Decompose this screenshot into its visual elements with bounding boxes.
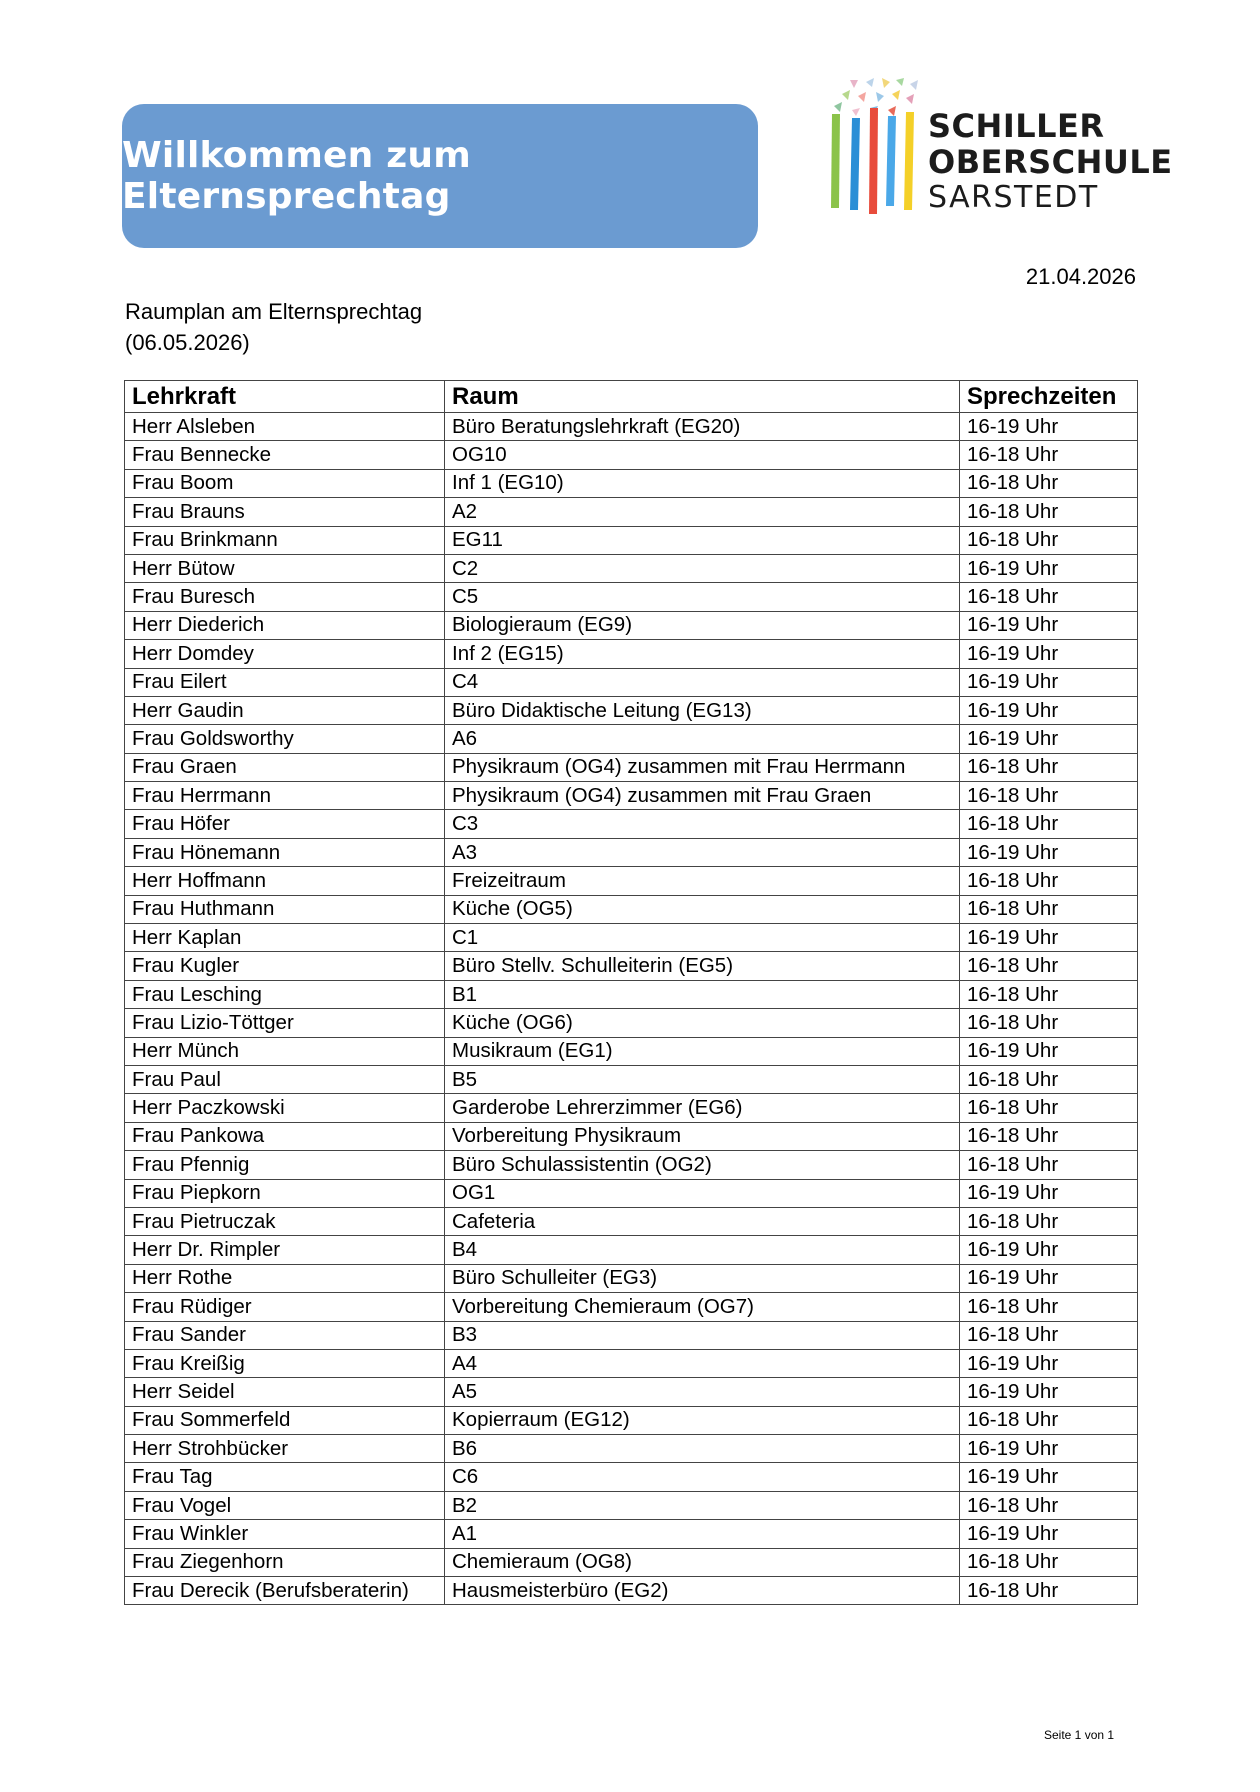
heading-date: (06.05.2026) [125,330,250,355]
column-header-room: Raum [445,381,960,413]
room-cell: B5 [445,1065,960,1093]
table-row [125,838,1138,866]
room-cell: A5 [445,1378,960,1406]
hours-cell: 16-19 Uhr [960,1179,1138,1207]
room-cell: C6 [445,1463,960,1491]
room-cell: Küche (OG5) [445,895,960,923]
hours-cell: 16-18 Uhr [960,1151,1138,1179]
column-header-hours: Sprechzeiten [960,381,1138,413]
school-name-line1: SCHILLER [928,107,1105,145]
teacher-cell: Frau Hönemann [125,838,445,866]
column-header-teacher: Lehrkraft [125,381,445,413]
table-row [125,1037,1138,1065]
teacher-cell: Herr Gaudin [125,696,445,724]
teacher-cell: Frau Brinkmann [125,526,445,554]
table-row [125,1577,1138,1605]
hours-cell: 16-18 Uhr [960,441,1138,469]
hours-cell: 16-19 Uhr [960,1236,1138,1264]
teacher-cell: Frau Rüdiger [125,1293,445,1321]
teacher-cell: Frau Lizio-Töttger [125,1009,445,1037]
table-row [125,526,1138,554]
hours-cell: 16-18 Uhr [960,583,1138,611]
hours-cell: 16-19 Uhr [960,838,1138,866]
teacher-cell: Frau Höfer [125,810,445,838]
table-row [125,583,1138,611]
hours-cell: 16-18 Uhr [960,1406,1138,1434]
hours-cell: 16-18 Uhr [960,1491,1138,1519]
teacher-cell: Frau Sander [125,1321,445,1349]
table-row [125,867,1138,895]
table-row [125,554,1138,582]
table-row [125,810,1138,838]
table-row [125,1151,1138,1179]
teacher-cell: Herr Münch [125,1037,445,1065]
teacher-cell: Frau Lesching [125,980,445,1008]
room-cell: Büro Schulassistentin (OG2) [445,1151,960,1179]
room-cell: Biologieraum (EG9) [445,611,960,639]
teacher-cell: Frau Boom [125,469,445,497]
hours-cell: 16-19 Uhr [960,1520,1138,1548]
table-row [125,1207,1138,1235]
table-row [125,1435,1138,1463]
room-cell: Hausmeisterbüro (EG2) [445,1577,960,1605]
teacher-cell: Herr Diederich [125,611,445,639]
room-cell: B3 [445,1321,960,1349]
hours-cell: 16-19 Uhr [960,640,1138,668]
teacher-cell: Herr Alsleben [125,413,445,441]
room-cell: A3 [445,838,960,866]
teacher-cell: Frau Ziegenhorn [125,1548,445,1576]
page-number: Seite 1 von 1 [1044,1728,1115,1742]
room-cell: Kopierraum (EG12) [445,1406,960,1434]
room-cell: Garderobe Lehrerzimmer (EG6) [445,1094,960,1122]
room-cell: C2 [445,554,960,582]
hours-cell: 16-19 Uhr [960,1037,1138,1065]
room-cell: OG10 [445,441,960,469]
room-cell: Cafeteria [445,1207,960,1235]
table-body [125,413,1138,1605]
room-cell: Inf 1 (EG10) [445,469,960,497]
hours-cell: 16-19 Uhr [960,413,1138,441]
hours-cell: 16-18 Uhr [960,1207,1138,1235]
table-row [125,924,1138,952]
hours-cell: 16-18 Uhr [960,1094,1138,1122]
table-row [125,1349,1138,1377]
table-row [125,1179,1138,1207]
school-name-line3: SARSTEDT [928,180,1099,215]
hours-cell: 16-18 Uhr [960,867,1138,895]
room-cell: C4 [445,668,960,696]
table-row [125,1236,1138,1264]
teacher-cell: Herr Strohbücker [125,1435,445,1463]
hours-cell: 16-18 Uhr [960,952,1138,980]
table-row [125,1406,1138,1434]
table-row [125,469,1138,497]
room-cell: B6 [445,1435,960,1463]
teacher-cell: Herr Dr. Rimpler [125,1236,445,1264]
hours-cell: 16-18 Uhr [960,1548,1138,1576]
hours-cell: 16-18 Uhr [960,1065,1138,1093]
table-row [125,952,1138,980]
room-cell: Vorbereitung Physikraum [445,1122,960,1150]
teacher-cell: Frau Sommerfeld [125,1406,445,1434]
room-cell: Freizeitraum [445,867,960,895]
table-row [125,441,1138,469]
hours-cell: 16-19 Uhr [960,924,1138,952]
table-row [125,1491,1138,1519]
table-row [125,640,1138,668]
table-row [125,1094,1138,1122]
table-row [125,696,1138,724]
room-cell: B1 [445,980,960,1008]
teacher-cell: Frau Huthmann [125,895,445,923]
hours-cell: 16-18 Uhr [960,895,1138,923]
table-row [125,1293,1138,1321]
school-name-line2: OBERSCHULE [928,143,1173,181]
table-header-row [125,381,1138,413]
room-cell: A2 [445,498,960,526]
teacher-cell: Frau Kugler [125,952,445,980]
school-name [928,108,1173,216]
teacher-cell: Herr Rothe [125,1264,445,1292]
table-row [125,753,1138,781]
teacher-cell: Frau Derecik (Berufsberaterin) [125,1577,445,1605]
teacher-cell: Frau Bennecke [125,441,445,469]
teacher-cell: Frau Brauns [125,498,445,526]
table-row [125,498,1138,526]
hours-cell: 16-18 Uhr [960,469,1138,497]
hours-cell: 16-18 Uhr [960,980,1138,1008]
room-cell: Büro Didaktische Leitung (EG13) [445,696,960,724]
document-date: 21.04.2026 [1025,264,1136,289]
room-cell: C1 [445,924,960,952]
table-row [125,1009,1138,1037]
table-row [125,1463,1138,1491]
hours-cell: 16-18 Uhr [960,1293,1138,1321]
room-cell: A4 [445,1349,960,1377]
teacher-cell: Frau Herrmann [125,782,445,810]
hours-cell: 16-19 Uhr [960,1378,1138,1406]
room-cell: OG1 [445,1179,960,1207]
teacher-cell: Frau Pfennig [125,1151,445,1179]
room-cell: Vorbereitung Chemieraum (OG7) [445,1293,960,1321]
table-row [125,668,1138,696]
table-row [125,413,1138,441]
table-row [125,611,1138,639]
room-cell: A1 [445,1520,960,1548]
table-row [125,1065,1138,1093]
teacher-cell: Frau Paul [125,1065,445,1093]
heading-title: Raumplan am Elternsprechtag [125,299,423,324]
room-cell: B2 [445,1491,960,1519]
table-row [125,1548,1138,1576]
room-cell: Musikraum (EG1) [445,1037,960,1065]
room-plan-table [124,380,1138,1605]
teacher-cell: Frau Goldsworthy [125,725,445,753]
hours-cell: 16-18 Uhr [960,1009,1138,1037]
teacher-cell: Frau Graen [125,753,445,781]
table-row [125,725,1138,753]
hours-cell: 16-18 Uhr [960,498,1138,526]
hours-cell: 16-19 Uhr [960,1349,1138,1377]
teacher-cell: Frau Tag [125,1463,445,1491]
teacher-cell: Frau Eilert [125,668,445,696]
table-row [125,1264,1138,1292]
room-cell: Küche (OG6) [445,1009,960,1037]
hours-cell: 16-19 Uhr [960,1435,1138,1463]
teacher-cell: Frau Kreißig [125,1349,445,1377]
welcome-banner [122,104,758,248]
teacher-cell: Herr Paczkowski [125,1094,445,1122]
teacher-cell: Herr Kaplan [125,924,445,952]
teacher-cell: Herr Seidel [125,1378,445,1406]
room-cell: Büro Schulleiter (EG3) [445,1264,960,1292]
hours-cell: 16-18 Uhr [960,1321,1138,1349]
hours-cell: 16-19 Uhr [960,1264,1138,1292]
teacher-cell: Frau Pankowa [125,1122,445,1150]
hours-cell: 16-18 Uhr [960,782,1138,810]
table-row [125,1378,1138,1406]
room-cell: C3 [445,810,960,838]
room-cell: EG11 [445,526,960,554]
room-cell: Büro Stellv. Schulleiterin (EG5) [445,952,960,980]
hours-cell: 16-18 Uhr [960,810,1138,838]
hours-cell: 16-19 Uhr [960,554,1138,582]
hours-cell: 16-18 Uhr [960,1577,1138,1605]
hours-cell: 16-18 Uhr [960,526,1138,554]
room-cell: B4 [445,1236,960,1264]
hours-cell: 16-19 Uhr [960,1463,1138,1491]
table-row [125,895,1138,923]
table-row [125,980,1138,1008]
teacher-cell: Frau Pietruczak [125,1207,445,1235]
table-row [125,1520,1138,1548]
room-cell: Büro Beratungslehrkraft (EG20) [445,413,960,441]
teacher-cell: Herr Bütow [125,554,445,582]
hours-cell: 16-18 Uhr [960,1122,1138,1150]
table-row [125,1321,1138,1349]
room-cell: C5 [445,583,960,611]
table-row [125,782,1138,810]
teacher-cell: Frau Winkler [125,1520,445,1548]
teacher-cell: Frau Buresch [125,583,445,611]
hours-cell: 16-19 Uhr [960,668,1138,696]
hours-cell: 16-19 Uhr [960,696,1138,724]
room-cell: Chemieraum (OG8) [445,1548,960,1576]
teacher-cell: Herr Hoffmann [125,867,445,895]
teacher-cell: Herr Domdey [125,640,445,668]
room-cell: Physikraum (OG4) zusammen mit Frau Graen [445,782,960,810]
document-heading [125,296,422,358]
room-cell: A6 [445,725,960,753]
teacher-cell: Frau Vogel [125,1491,445,1519]
teacher-cell: Frau Piepkorn [125,1179,445,1207]
room-cell: Inf 2 (EG15) [445,640,960,668]
room-cell: Physikraum (OG4) zusammen mit Frau Herrmann [445,753,960,781]
table-row [125,1122,1138,1150]
hours-cell: 16-18 Uhr [960,753,1138,781]
hours-cell: 16-19 Uhr [960,725,1138,753]
hours-cell: 16-19 Uhr [960,611,1138,639]
banner-title: Willkommen zum Elternsprechtag [122,135,471,217]
